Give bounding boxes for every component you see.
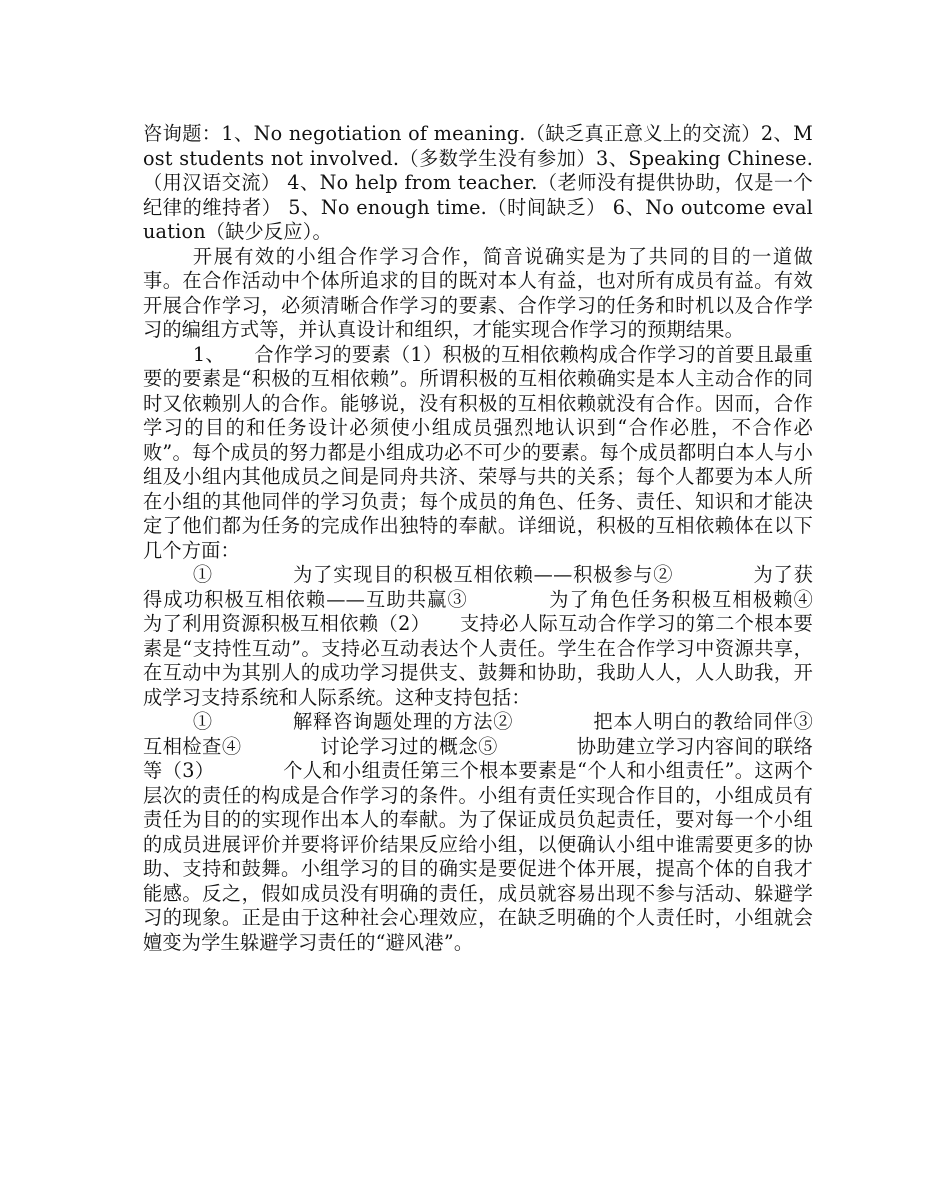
document-page <box>143 122 891 955</box>
paragraph-problems: 咨询题：1、No negotiation of meaning.（缺乏真正意义上的交流）2、Most students not involved.（多数学生没有参加）3、Speaking Chinese.（用汉语交流） 4、No help from teacher.（老师没有提供协助，仅是一个纪律的维持者） 5、No enough time.（时间缺乏） 6、No outcome evaluation（缺少反应）。 <box>143 122 813 243</box>
paragraph-intro: 开展有效的小组合作学习合作，简音说确实是为了共同的目的一道做事。在合作活动中个体所追求的目的既对本人有益，也对所有成员有益。有效开展合作学习，必须清晰合作学习的要素、合作学习的任务和时机以及合作学习的编组方式等，并认真设计和组织，才能实现合作学习的预期结果。 <box>143 244 813 341</box>
paragraph-support-responsibility: ① 解释咨询题处理的方法② 把本人明白的教给同伴③ 互相检查④ 讨论学习过的概念⑤ 协助建立学习内容间的联络等（3） 个人和小组责任第三个根本要素是“个人和小组责任”。这两个层次的责任的构成是合作学习的条件。小组有责任实现合作目的，小组成员有责任为目的的实现作出本人的奉献。为了保证成员负起责任，要对每一个小组的成员进展评价并要将评价结果反应给小组，以便确认小组中谁需要更多的协助、支持和鼓舞。小组学习的目的确实是要促进个体开展，提高个体的自我才能感。反之，假如成员没有明确的责任，成员就容易出现不参与活动、躲避学习的现象。正是由于这种社会心理效应，在缺乏明确的个人责任时，小组就会嬗变为学生躲避学习责任的“避风港”。 <box>143 710 891 954</box>
paragraph-interdependence-support: ① 为了实现目的积极互相依赖——积极参与② 为了获得成功积极互相依赖——互助共赢③ 为了角色任务积极互相极赖④ 为了利用资源积极互相依赖（2） 支持必人际互动合作学习的第二个根本要素是“支持性互动”。支持必互动表达个人责任。学生在合作学习中资源共享，在互动中为其别人的成功学习提供支、鼓舞和协助，我助人人，人人助我，开成学习支持系统和人际系统。这种支持包括： <box>143 563 891 709</box>
paragraph-elements: 1、 合作学习的要素（1）积极的互相依赖构成合作学习的首要且最重要的要素是“积极的互相依赖”。所谓积极的互相依赖确实是本人主动合作的同时又依赖别人的合作。能够说，没有积极的互相依赖就没有合作。因而，合作学习的目的和任务设计必须使小组成员强烈地认识到“合作必胜，不合作必败”。每个成员的努力都是小组成功必不可少的要素。每个成员都明白本人与小组及小组内其他成员之间是同舟共济、荣辱与共的关系；每个人都要为本人所在小组的其他同伴的学习负责；每个成员的角色、任务、责任、知识和才能决定了他们都为任务的完成作出独特的奉献。详细说，积极的互相依赖体在以下几个方面： <box>143 342 813 562</box>
